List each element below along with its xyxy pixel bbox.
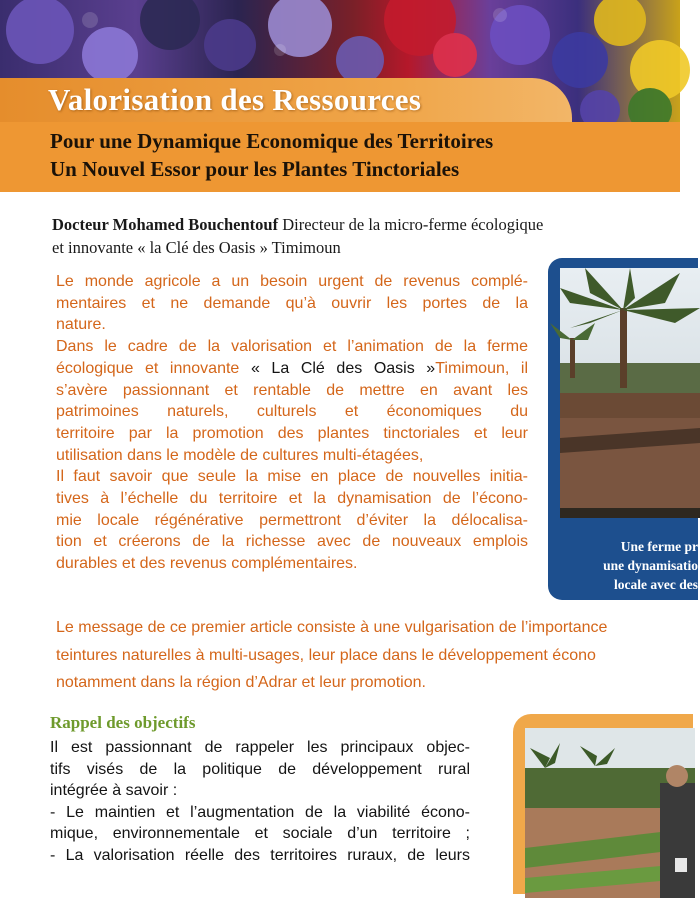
body-line: Dans le cadre de la valorisation et l’animation de la ferme bbox=[56, 338, 528, 356]
author-role: Directeur de la micro-ferme écologique bbox=[282, 215, 544, 234]
body-line-part: Timimoun, il bbox=[435, 359, 529, 377]
field-photo bbox=[525, 728, 695, 898]
photo-frame-1 bbox=[548, 258, 698, 530]
rappel-text bbox=[50, 737, 470, 867]
rappel-line: - Le maintien et l’augmentation de la viabilité écono- bbox=[50, 803, 470, 821]
rappel-line: Il est passionnant de rappeler les principaux objec- bbox=[50, 739, 470, 756]
message-line: Le message de ce premier article consiste à une vulgarisation de l’importance bbox=[56, 619, 608, 636]
photo-frame-2 bbox=[513, 714, 693, 894]
body-line: tion et créerons de la richesse avec de nouveaux emplois bbox=[56, 533, 528, 551]
section-title-rappel: Rappel des objectifs bbox=[50, 713, 196, 732]
message-line: teintures naturelles à multi-usages, leur place dans le développement écono bbox=[56, 646, 596, 664]
subtitle-line-2: Un Nouvel Essor pour les Plantes Tinctoriales bbox=[50, 157, 460, 181]
body-line: Le monde agricole a un besoin urgent de revenus complé- bbox=[56, 273, 528, 290]
body-line: durables et des revenus complémentaires. bbox=[56, 555, 358, 573]
body-line: mie locale régénérative permettront d’éviter la délocalisa- bbox=[56, 511, 528, 529]
intro-text bbox=[56, 271, 528, 575]
author-block bbox=[52, 213, 692, 259]
body-line: Il faut savoir que seule la mise en place de nouvelles initia- bbox=[56, 468, 528, 486]
rappel-line: mique, environnementale et sociale d’un territoire ; bbox=[50, 825, 470, 843]
body-line: nature. bbox=[56, 316, 106, 334]
caption-line: Une ferme pr bbox=[620, 539, 698, 554]
author-role-cont: et innovante « la Clé des Oasis » Timimoun bbox=[52, 238, 341, 257]
farm-name: « La Clé des Oasis » bbox=[250, 359, 436, 377]
body-line-part: écologique et innovante bbox=[56, 359, 240, 377]
rappel-line: intégrée à savoir : bbox=[50, 782, 178, 800]
message-line: notamment dans la région d’Adrar et leur promotion. bbox=[56, 674, 426, 691]
body-line: territoire par la promotion des plantes tinctoriales et leur bbox=[56, 424, 528, 442]
page-title: Valorisation des Ressources bbox=[48, 82, 422, 117]
body-line: s’avère passionnant et rentable de mettre en avant les bbox=[56, 381, 528, 399]
caption-line: une dynamisatio bbox=[603, 558, 698, 573]
author-name: Docteur Mohamed Bouchentouf bbox=[52, 215, 279, 234]
caption-line: locale avec des bbox=[614, 577, 698, 592]
subtitle-line-1: Pour une Dynamique Economique des Territoires bbox=[50, 129, 494, 153]
body-line: patrimoines naturels, culturels et économiques du bbox=[56, 403, 528, 421]
body-line: utilisation dans le modèle de cultures multi-étagées, bbox=[56, 446, 424, 464]
body-line: tives à l’échelle du territoire et la dynamisation de l’écono- bbox=[56, 490, 528, 508]
photo-caption-1 bbox=[548, 530, 698, 600]
message-paragraph bbox=[56, 614, 696, 697]
body-line-mixed bbox=[56, 358, 528, 380]
body-line: mentaires et ne demande qu’à ouvrir les portes de la bbox=[56, 294, 528, 312]
rappel-line: - La valorisation réelle des territoires ruraux, de leurs bbox=[50, 846, 470, 864]
palm-farm-photo bbox=[560, 268, 700, 518]
rappel-line: tifs visés de la politique de développement rural bbox=[50, 760, 470, 778]
